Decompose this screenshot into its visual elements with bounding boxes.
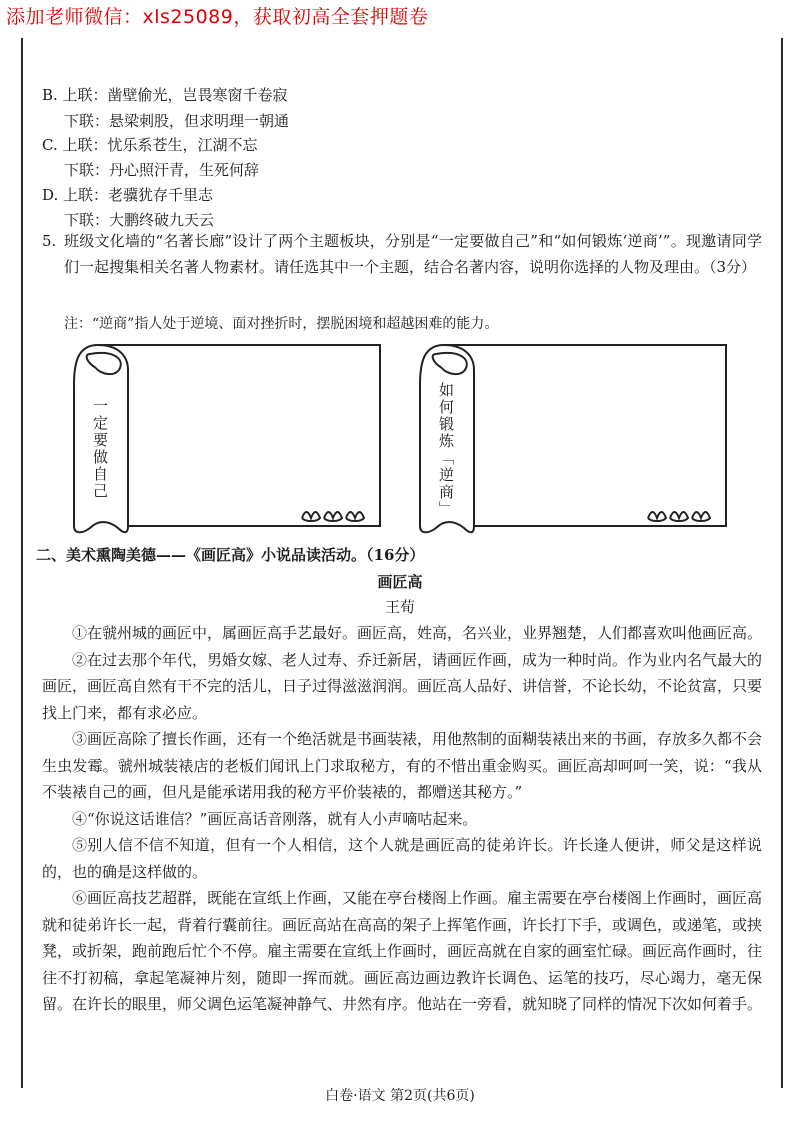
question-5 [42,228,762,280]
left-margin-line [21,38,23,1088]
paragraph-3: ③画匠高除了擅长作画，还有一个绝活就是书画装裱，用他熬制的面糊装裱出来的书画，存放多久都不会生虫发霉。虢州城装裱店的老板们闻讯上门求取秘方，有的不惜出重金购买。画匠高却呵呵一笑，说：“我从不装裱自己的画，但凡是能承诺用我的秘方平价装裱的，都赠送其秘方。” [42,730,763,801]
scroll-left-label: 一定要做自己 [91,398,109,500]
question-5-number: 5. [42,232,57,250]
page-footer: 白卷·语文 第2页(共6页) [325,1088,475,1104]
story-title: 画匠高 [377,573,423,591]
scroll-outline-icon [414,340,732,536]
option-d-upper: D. 上联：老骥犹存千里志 [42,186,214,204]
scroll-panel-right [414,340,732,536]
option-d-lower: 下联：大鹏终破九天云 [64,211,215,229]
story-author: 王荀 [384,598,415,616]
scroll-outline-icon [68,340,386,536]
option-b-upper: B. 上联：凿壁偷光，岂畏寒窗千卷寂 [42,86,288,104]
scroll-right-label: 如何锻炼「逆商」 [437,382,455,518]
paragraph-5: ⑤别人信不信不知道，但有一个人相信，这个人就是画匠高的徒弟许长。许长逢人便讲，师父是这样说的，也的确是这样做的。 [42,836,762,881]
section-2-heading: 二、美术熏陶美德——《画匠高》小说品读活动。（16分） [36,546,425,564]
question-5-note: 注：“逆商”指人处于逆境、面对挫折时，摆脱困境和超越困难的能力。 [64,316,499,332]
option-b-lower: 下联：悬梁刺股，但求明理一朝通 [64,112,290,130]
paragraph-2: ②在过去那个年代，男婚女嫁、老人过寿、乔迁新居，请画匠作画，成为一种时尚。作为业内名气最大的画匠，画匠高自然有干不完的活儿，日子过得滋滋润润。画匠高人品好、讲信誉，不论长幼，不论贫富，只要找上门来，都有求必应。 [42,650,763,722]
paragraph-4: ④“你说这话谁信？”画匠高话音刚落，就有人小声嘀咕起来。 [72,809,478,828]
question-5-text: 班级文化墙的“名著长廊”设计了两个主题板块，分别是“一定要做自己”和“如何锻炼‘逆商’”。现邀请同学们一起搜集相关名著人物素材。请任选其中一个主题，结合名著内容，说明你选择的人物及理由。（3分） [64,232,762,276]
paragraph-6: ⑥画匠高技艺超群，既能在宣纸上作画，又能在亭台楼阁上作画。雇主需要在亭台楼阁上作画时，画匠高就和徒弟许长一起，背着行囊前往。画匠高站在高高的架子上挥笔作画，许长打下手，或调色，或递笔，或挟凳，或折架，跑前跑后忙个不停。雇主需要在宣纸上作画时，画匠高就在自家的画室忙碌。画匠高作画时，往往不打初稿，拿起笔凝神片刻，随即一挥而就。画匠高边画边教许长调色、运笔的技巧，尽心竭力，毫无保留。在许长的眼里，师父调色运笔凝神静气、井然有序。他站在一旁看，就知晓了同样的情况下次如何着手。 [42,889,763,1013]
option-c-lower: 下联：丹心照汗青，生死何辞 [64,161,260,179]
paragraph-1: ①在虢州城的画匠中，属画匠高手艺最好。画匠高，姓高，名兴业，业界翘楚，人们都喜欢叫他画匠高。 [72,624,763,642]
right-margin-line [781,38,783,1088]
scroll-panel-left [68,340,386,536]
story-body [42,620,762,1018]
option-c-upper: C. 上联：忧乐系苍生，江湖不忘 [42,136,258,154]
watermark-banner: 添加老师微信：xls25089，获取初高全套押题卷 [6,6,429,28]
